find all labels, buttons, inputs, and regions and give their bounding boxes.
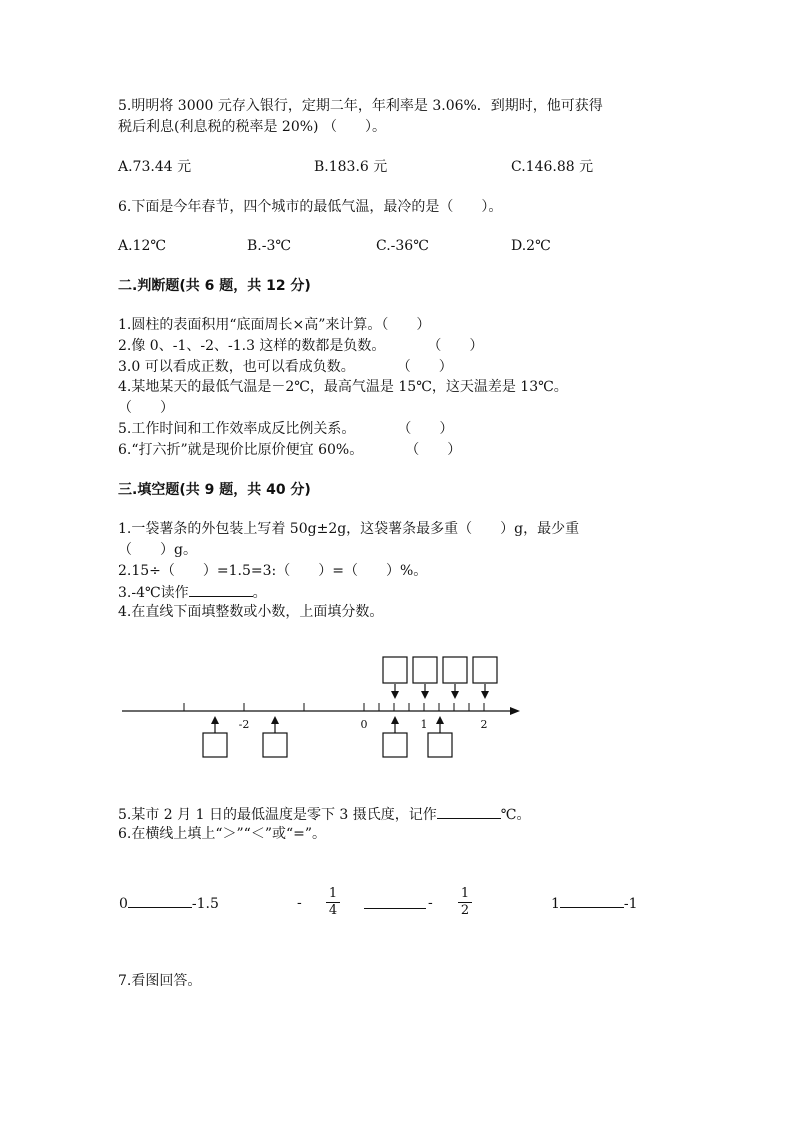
- compare-a-right: -1.5: [191, 896, 219, 912]
- fill-item-1: 1.一袋薯条的外包装上写着 50g±2g，这袋薯条最多重（ ）g，最少重: [118, 521, 580, 537]
- arrow-up-icon: [436, 716, 444, 724]
- tick-label: -2: [238, 718, 250, 731]
- fraction-denominator: 4: [328, 903, 338, 918]
- arrow-down-icon: [421, 691, 429, 699]
- fill-item-5-text: 5.某市 2 月 1 日的最低温度是零下 3 摄氏度，记作: [118, 807, 437, 823]
- tick-label: 1: [420, 718, 428, 731]
- option-a: A.12℃: [118, 238, 167, 254]
- option-b: B.183.6 元: [314, 159, 388, 175]
- fill-item-1-cont: （ ）g。: [118, 542, 197, 558]
- arrow-up-icon: [271, 716, 279, 724]
- option-d: D.2℃: [511, 238, 551, 254]
- section-heading-fill: 三.填空题(共 9 题，共 40 分): [118, 482, 311, 498]
- judge-item-4-paren: （ ）: [118, 400, 174, 416]
- axis-arrowhead: [510, 707, 520, 715]
- option-c: C.-36℃: [376, 238, 429, 254]
- judge-item-6: 6.“打六折”就是现价比原价便宜 60%。 （ ）: [118, 442, 462, 458]
- judge-item-3: 3.0 可以看成正数，也可以看成负数。 （ ）: [118, 359, 453, 375]
- answer-box-upper: [383, 657, 407, 683]
- arrow-up-icon: [391, 716, 399, 724]
- fraction-numerator: 1: [328, 886, 338, 901]
- answer-box-upper: [443, 657, 467, 683]
- answer-box-lower: [263, 733, 287, 757]
- compare-b-minus-2: -: [428, 895, 433, 911]
- fill-item-7: 7.看图回答。: [118, 973, 202, 989]
- answer-blank[interactable]: [128, 893, 192, 908]
- compare-a: [119, 893, 219, 914]
- fill-item-3-end: 。: [252, 585, 267, 601]
- question-5-text: 5.明明将 3000 元存入银行，定期二年，年利率是 3.06%．到期时，他可获得: [118, 98, 603, 114]
- fill-item-5: [118, 804, 530, 825]
- fill-item-4: 4.在直线下面填整数或小数，上面填分数。: [118, 604, 384, 620]
- judge-item-4: 4.某地某天的最低气温是－2℃，最高气温是 15℃，这天温差是 13℃。: [118, 379, 568, 395]
- judge-item-1: 1.圆柱的表面积用“底面周长×高”来计算。（ ）: [118, 317, 431, 333]
- answer-box-lower: [203, 733, 227, 757]
- fill-item-6: 6.在横线上填上“＞”“＜”或“=”。: [118, 826, 327, 842]
- compare-a-left: 0: [119, 896, 128, 912]
- question-6-text: 6.下面是今年春节，四个城市的最低气温，最冷的是（ ）。: [118, 199, 503, 215]
- tick-label: 0: [360, 718, 368, 731]
- answer-blank[interactable]: [437, 804, 501, 819]
- compare-c: [551, 893, 638, 914]
- option-c: C.146.88 元: [511, 159, 594, 175]
- answer-blank[interactable]: [364, 894, 426, 909]
- compare-b-minus-1: -: [297, 895, 302, 911]
- answer-box-lower: [383, 733, 407, 757]
- question-5-text-cont: 税后利息(利息税的税率是 20%) （ ）。: [118, 119, 386, 135]
- arrow-down-icon: [481, 691, 489, 699]
- compare-c-right: -1: [623, 896, 638, 912]
- fraction-one-half: [458, 886, 472, 919]
- judge-item-2: 2.像 0、-1、-2、-1.3 这样的数都是负数。 （ ）: [118, 338, 484, 354]
- tick-label: 2: [480, 718, 488, 731]
- fill-item-2: 2.15÷（ ）=1.5=3:（ ）=（ ）%。: [118, 563, 428, 579]
- fill-item-3-text: 3.-4℃读作: [118, 585, 189, 601]
- arrow-up-icon: [211, 716, 219, 724]
- answer-box-upper: [413, 657, 437, 683]
- arrow-down-icon: [451, 691, 459, 699]
- section-heading-judge: 二.判断题(共 6 题，共 12 分): [118, 278, 311, 294]
- judge-item-5: 5.工作时间和工作效率成反比例关系。 （ ）: [118, 421, 454, 437]
- compare-c-left: 1: [551, 896, 560, 912]
- answer-box-upper: [473, 657, 497, 683]
- option-a: A.73.44 元: [118, 159, 192, 175]
- answer-blank[interactable]: [560, 893, 624, 908]
- answer-box-lower: [428, 733, 452, 757]
- fraction-numerator: 1: [460, 886, 470, 901]
- option-b: B.-3℃: [247, 238, 292, 254]
- arrow-down-icon: [391, 691, 399, 699]
- fraction-one-quarter: [326, 886, 340, 919]
- fill-item-5-end: ℃。: [500, 807, 531, 823]
- fraction-denominator: 2: [460, 903, 470, 918]
